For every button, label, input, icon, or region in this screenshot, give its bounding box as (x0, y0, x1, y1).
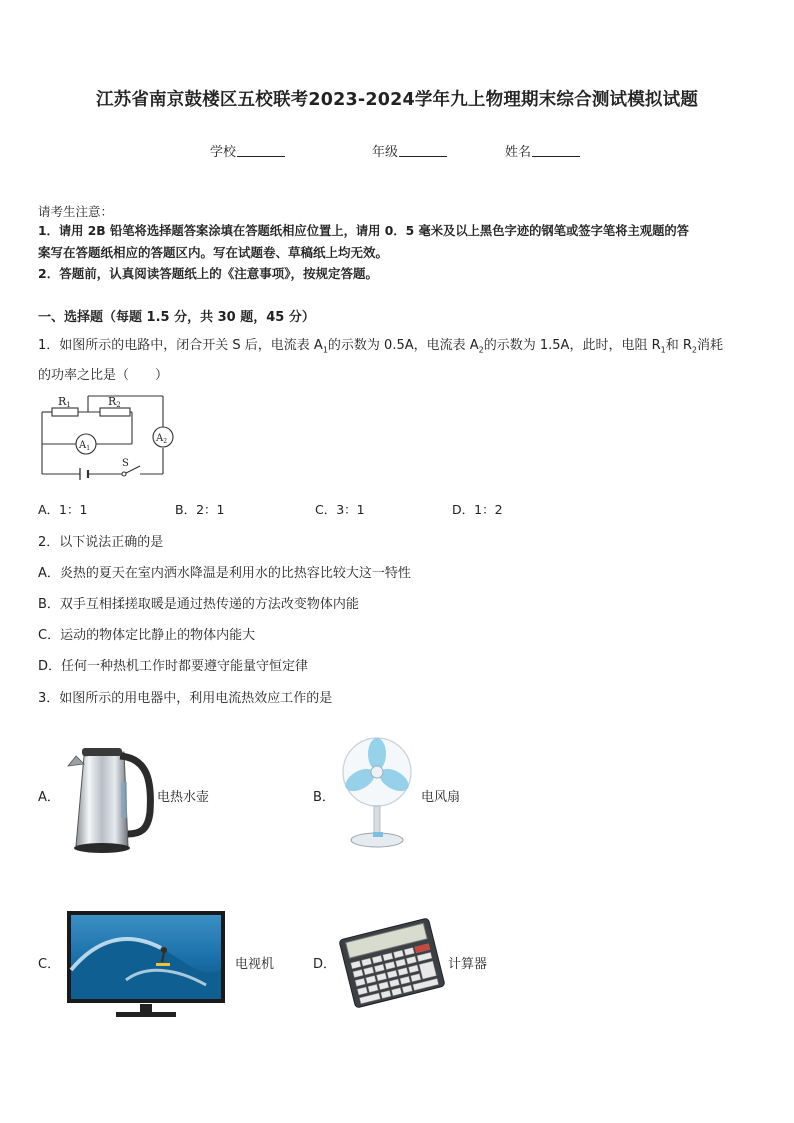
calculator-image (338, 918, 446, 1008)
q1-option-d[interactable]: D．1：2 (452, 502, 503, 517)
q3-option-b-letter[interactable]: B． (313, 790, 335, 805)
q2-option-a[interactable]: A．炎热的夏天在室内洒水降温是利用水的比热容比较大这一特性 (38, 566, 411, 581)
q1-option-a[interactable]: A．1：1 (38, 502, 88, 517)
electric-kettle-image (66, 742, 156, 860)
question-1-line2: 的功率之比是（ ） (38, 368, 169, 383)
circuit-label-s: S (122, 458, 129, 469)
school-blank[interactable] (237, 144, 285, 157)
circuit-label-a1: $A_1$ (79, 440, 91, 452)
q3-label-tv: 电视机 (235, 957, 275, 972)
section-heading: 一、选择题（每题 1.5 分，共 30 题，45 分） (38, 310, 315, 325)
resistor-r1 (52, 408, 78, 416)
notice-heading: 请考生注意： (38, 204, 114, 219)
notice-line1b: 案写在答题纸相应的答题区内。写在试题卷、草稿纸上均无效。 (38, 245, 389, 260)
circuit-label-r1: R1 (58, 395, 71, 409)
notice-line1a: 1．请用 2B 铅笔将选择题答案涂填在答题纸相应位置上，请用 0．5 毫米及以上黑色字迹的钢笔或签字笔将主观题的答 (38, 224, 689, 238)
q3-label-calculator: 计算器 (448, 957, 488, 972)
question-1-stem: 1．如图所示的电路中，闭合开关 S 后，电流表 $A_1$的示数为 0.5A，电流表 $A_2$的示数为 1.5A，此时，电阻 $R_1$和 $R_2$消耗 (38, 338, 723, 355)
q3-option-a-letter[interactable]: A． (38, 790, 60, 805)
circuit-label-r2: R2 (108, 395, 121, 409)
page-title: 江苏省南京鼓楼区五校联考2023-2024学年九上物理期末综合测试模拟试题 (95, 90, 699, 110)
q1-option-c[interactable]: C．3：1 (315, 502, 365, 517)
grade-field: 年级 (372, 141, 447, 160)
q3-label-fan: 电风扇 (421, 790, 461, 805)
q3-label-kettle: 电热水壶 (157, 790, 210, 805)
resistor-r2 (100, 408, 130, 416)
school-field: 学校 (210, 141, 285, 160)
q2-option-d[interactable]: D．任何一种热机工作时都要遵守能量守恒定律 (38, 659, 309, 674)
q1-option-b[interactable]: B．2：1 (175, 502, 225, 517)
circuit-diagram (36, 392, 176, 484)
q3-option-d-letter[interactable]: D． (313, 957, 337, 972)
q2-option-c[interactable]: C．运动的物体定比静止的物体内能大 (38, 628, 256, 643)
grade-blank[interactable] (399, 144, 447, 157)
name-blank[interactable] (532, 144, 580, 157)
name-field: 姓名 (505, 141, 580, 160)
electric-fan-image (339, 736, 417, 850)
circuit-label-a2: $A_2$ (156, 433, 168, 445)
q2-option-b[interactable]: B．双手互相揉搓取暖是通过热传递的方法改变物体内能 (38, 597, 359, 612)
notice-line2: 2．答题前，认真阅读答题纸上的《注意事项》，按规定答题。 (38, 266, 378, 281)
question-3-stem: 3．如图所示的用电器中，利用电流热效应工作的是 (38, 691, 333, 706)
television-image (66, 910, 226, 1020)
question-2-stem: 2．以下说法正确的是 (38, 535, 164, 550)
q3-option-c-letter[interactable]: C． (38, 957, 61, 972)
